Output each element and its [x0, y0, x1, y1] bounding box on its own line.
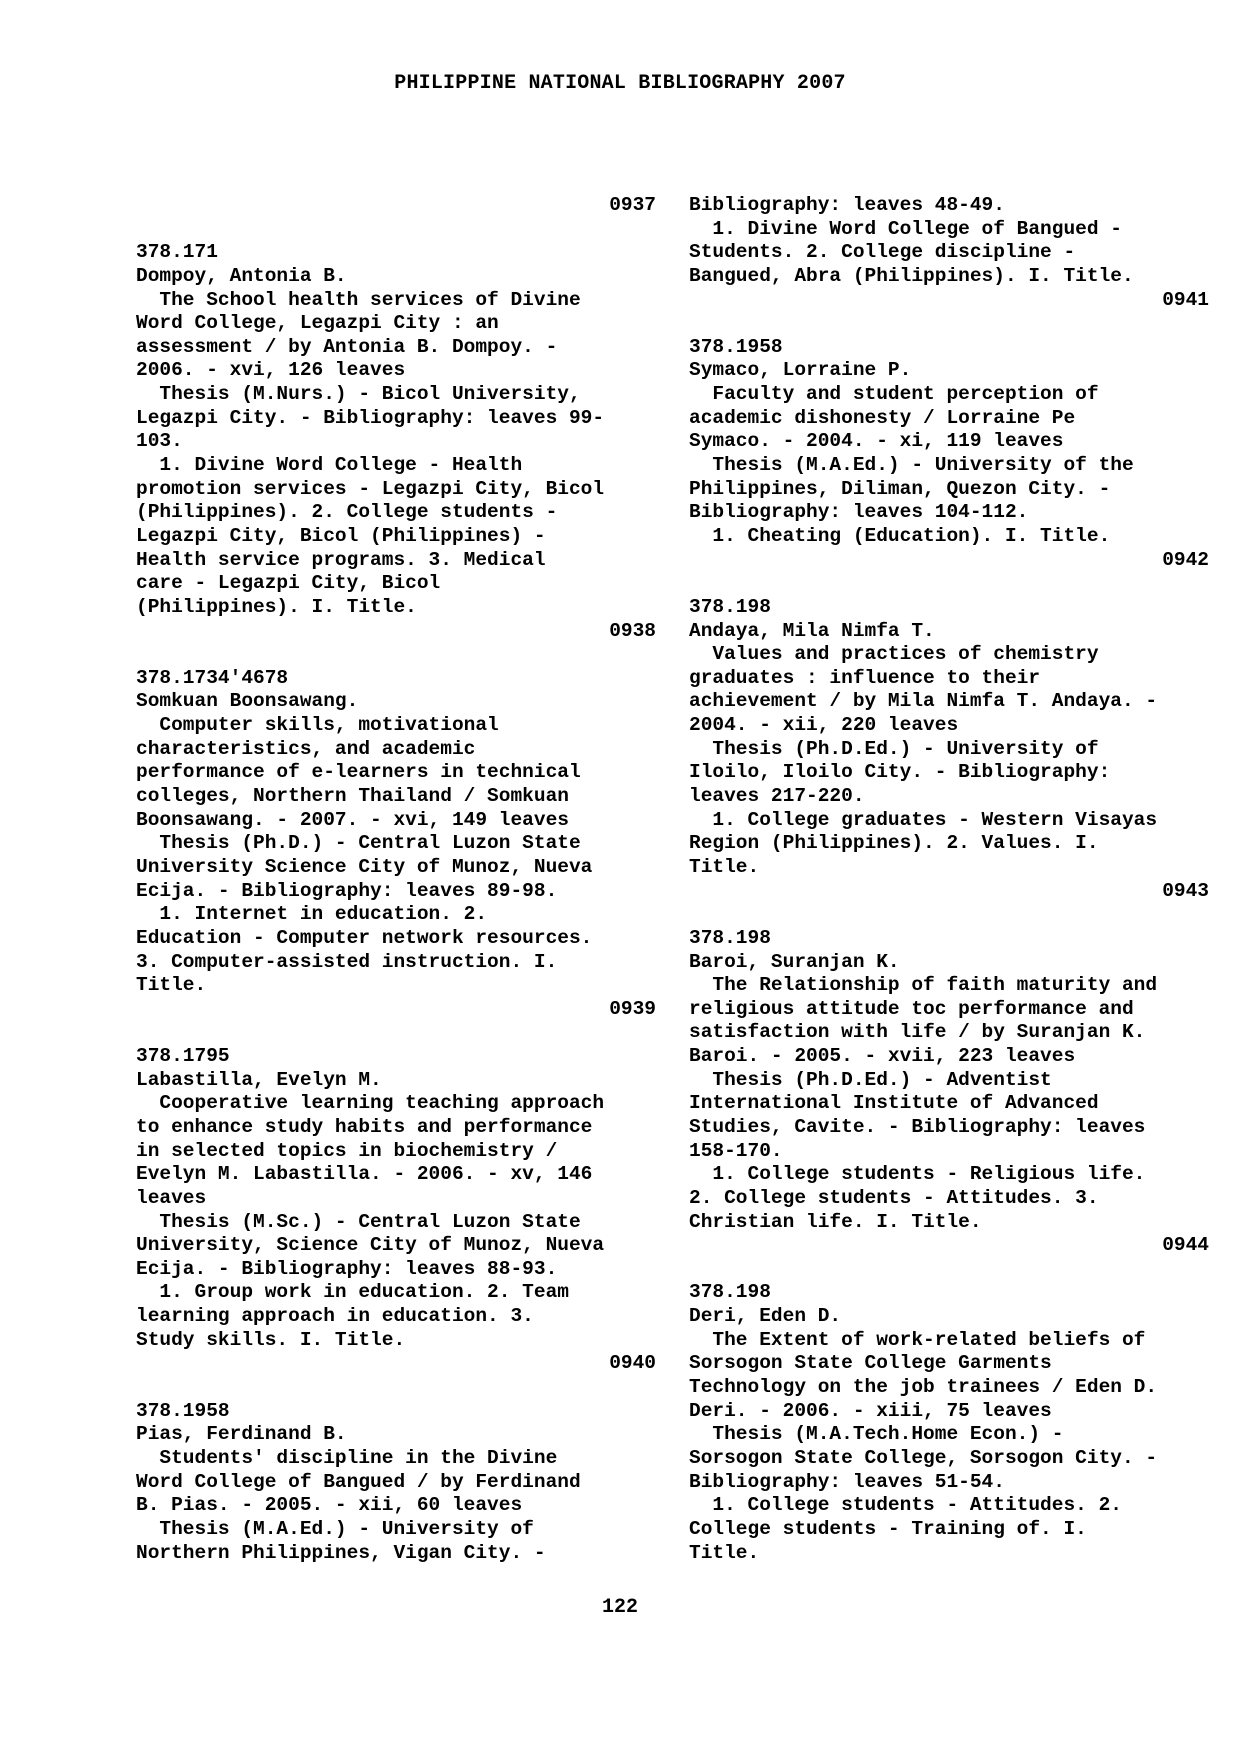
entry-text-line: Bangued, Abra (Philippines). I. Title.	[689, 264, 1134, 287]
entry-text-line: 378.1958	[136, 1399, 230, 1422]
entry-text-line: Symaco, Lorraine P.	[689, 359, 912, 382]
entry-text-line: Andaya, Mila Nimfa T.	[689, 619, 935, 642]
entry-text-line: Boonsawang. - 2007. - xvi, 149 leaves	[136, 808, 569, 831]
entry-text-line: Technology on the job trainees / Eden D.	[689, 1376, 1158, 1399]
entry-text-line: Title.	[689, 1541, 760, 1564]
entry-text-line: Sorsogon State College Garments	[689, 1352, 1052, 1375]
entry-text-line: 158-170.	[689, 1139, 783, 1162]
left-column	[136, 194, 656, 1565]
entry-text-line: 1. College students - Attitudes. 2.	[689, 1494, 1122, 1517]
blank-line	[689, 312, 1209, 336]
entry-text-line: Sorsogon State College, Sorsogon City. -	[689, 1446, 1158, 1469]
entry-text-line: Bibliography: leaves 51-54.	[689, 1470, 1005, 1493]
entry-text-line: 2. College students - Attitudes. 3.	[689, 1186, 1099, 1209]
entry-text-line: graduates : influence to their	[689, 666, 1041, 689]
entry-text-line: colleges, Northern Thailand / Somkuan	[136, 785, 569, 808]
blank-line	[136, 643, 656, 667]
entry-text-line: 378.198	[689, 1281, 771, 1304]
entry-text-line: International Institute of Advanced	[689, 1092, 1099, 1115]
entry-text-line: Philippines, Diliman, Quezon City. -	[689, 477, 1111, 500]
entry-text-line: Deri, Eden D.	[689, 1305, 842, 1328]
entry-text-line: Thesis (Ph.D.Ed.) - University of	[689, 737, 1099, 760]
entry-text-line: 1. Cheating (Education). I. Title.	[689, 524, 1111, 547]
entry-number: 0939	[609, 997, 656, 1020]
entry-text-line: 378.171	[136, 241, 218, 264]
entry-text-line: The Relationship of faith maturity and	[689, 974, 1158, 997]
entry-text-line: Students. 2. College discipline -	[689, 241, 1076, 264]
entry-text-line: Study skills. I. Title.	[136, 1328, 406, 1351]
entry-text-line: Word College, Legazpi City : an	[136, 312, 499, 335]
blank-line	[136, 1021, 656, 1045]
entry-text-line: to enhance study habits and performance	[136, 1115, 593, 1138]
entry-text-line: (Philippines). 2. College students -	[136, 501, 558, 524]
entry-text-line: Health service programs. 3. Medical	[136, 548, 546, 571]
entry-text-line: performance of e-learners in technical	[136, 761, 581, 784]
entry-text-line: Legazpi City. - Bibliography: leaves 99-	[136, 406, 605, 429]
entry-text-line: College students - Training of. I.	[689, 1517, 1087, 1540]
blank-line	[689, 1258, 1209, 1282]
entry-text-line: characteristics, and academic	[136, 737, 476, 760]
entry-text-line: 378.198	[689, 595, 771, 618]
entry-text-line: Ecija. - Bibliography: leaves 89-98.	[136, 879, 558, 902]
entry-text-line: Northern Philippines, Vigan City. -	[136, 1541, 546, 1564]
entry-text-line: University Science City of Munoz, Nueva	[136, 855, 593, 878]
entry-text-line: leaves 217-220.	[689, 785, 865, 808]
entry-text-line: Thesis (Ph.D.) - Central Luzon State	[136, 832, 581, 855]
entry-text-line: 378.1795	[136, 1045, 230, 1068]
entry-number: 0940	[609, 1352, 656, 1375]
entry-text-line: 1. College graduates - Western Visayas	[689, 808, 1158, 831]
entry-text-line: Somkuan Boonsawang.	[136, 690, 359, 713]
entry-text-line: Symaco. - 2004. - xi, 119 leaves	[689, 430, 1064, 453]
entry-text-line: (Philippines). I. Title.	[136, 595, 417, 618]
entry-number: 0942	[1162, 548, 1209, 571]
entry-text-line: Cooperative learning teaching approach	[136, 1092, 605, 1115]
entry-text-line: Iloilo, Iloilo City. - Bibliography:	[689, 761, 1111, 784]
entry-text-line: University, Science City of Munoz, Nueva	[136, 1234, 605, 1257]
entry-text-line: in selected topics in biochemistry /	[136, 1139, 558, 1162]
entry-text-line: Values and practices of chemistry	[689, 643, 1099, 666]
page-header: PHILIPPINE NATIONAL BIBLIOGRAPHY 2007	[394, 72, 846, 95]
entry-text-line: Studies, Cavite. - Bibliography: leaves	[689, 1115, 1146, 1138]
entry-text-line: B. Pias. - 2005. - xii, 60 leaves	[136, 1494, 523, 1517]
blank-line	[689, 572, 1209, 596]
entry-text-line: academic dishonesty / Lorraine Pe	[689, 406, 1076, 429]
entry-text-line: 378.1734'4678	[136, 666, 289, 689]
entry-text-line: Word College of Bangued / by Ferdinand	[136, 1470, 581, 1493]
entry-text-line: Labastilla, Evelyn M.	[136, 1068, 382, 1091]
entry-text-line: Students' discipline in the Divine	[136, 1446, 558, 1469]
entry-text-line: 3. Computer-assisted instruction. I.	[136, 950, 558, 973]
blank-line	[136, 1376, 656, 1400]
entry-text-line: Thesis (M.A.Ed.) - University of	[136, 1517, 534, 1540]
entry-text-line: religious attitude toc performance and	[689, 997, 1134, 1020]
entry-text-line: assessment / by Antonia B. Dompoy. -	[136, 335, 558, 358]
entry-text-line: Christian life. I. Title.	[689, 1210, 982, 1233]
entry-text-line: achievement / by Mila Nimfa T. Andaya. -	[689, 690, 1158, 713]
entry-text-line: 378.198	[689, 926, 771, 949]
entry-text-line: Dompoy, Antonia B.	[136, 264, 347, 287]
right-column	[689, 194, 1209, 1565]
entry-text-line: Bibliography: leaves 104-112.	[689, 501, 1029, 524]
entry-text-line: Thesis (M.A.Tech.Home Econ.) -	[689, 1423, 1064, 1446]
blank-line	[689, 903, 1209, 927]
entry-text-line: 1. Divine Word College of Bangued -	[689, 217, 1122, 240]
entry-text-line: Ecija. - Bibliography: leaves 88-93.	[136, 1257, 558, 1280]
entry-text-line: Bibliography: leaves 48-49.	[689, 194, 1005, 216]
entry-number: 0943	[1162, 879, 1209, 902]
entry-text-line: Baroi, Suranjan K.	[689, 950, 900, 973]
entry-text-line: Title.	[136, 974, 207, 997]
entry-text-line: 378.1958	[689, 335, 783, 358]
entry-text-line: Education - Computer network resources.	[136, 926, 593, 949]
entry-text-line: Deri. - 2006. - xiii, 75 leaves	[689, 1399, 1052, 1422]
entry-text-line: 1. Divine Word College - Health	[136, 454, 523, 477]
entry-text-line: Thesis (Ph.D.Ed.) - Adventist	[689, 1068, 1052, 1091]
entry-text-line: Baroi. - 2005. - xvii, 223 leaves	[689, 1045, 1076, 1068]
entry-text-line: learning approach in education. 3.	[136, 1305, 534, 1328]
entry-text-line: 103.	[136, 430, 183, 453]
entry-text-line: Computer skills, motivational	[136, 714, 499, 737]
entry-text-line: Title.	[689, 855, 760, 878]
entry-text-line: The School health services of Divine	[136, 288, 581, 311]
entry-text-line: 1. College students - Religious life.	[689, 1163, 1146, 1186]
entry-text-line: promotion services - Legazpi City, Bicol	[136, 477, 605, 500]
entry-text-line: satisfaction with life / by Suranjan K.	[689, 1021, 1146, 1044]
entry-text-line: Legazpi City, Bicol (Philippines) -	[136, 524, 546, 547]
entry-text-line: Region (Philippines). 2. Values. I.	[689, 832, 1099, 855]
entry-text-line: Faculty and student perception of	[689, 383, 1099, 406]
entry-text-line: Thesis (M.Sc.) - Central Luzon State	[136, 1210, 581, 1233]
entry-number: 0941	[1162, 288, 1209, 311]
entry-text-line: Evelyn M. Labastilla. - 2006. - xv, 146	[136, 1163, 593, 1186]
entry-text-line: 1. Internet in education. 2.	[136, 903, 488, 926]
blank-line	[136, 218, 656, 242]
entry-number: 0944	[1162, 1234, 1209, 1257]
entry-text-line: care - Legazpi City, Bicol	[136, 572, 441, 595]
entry-text-line: Thesis (M.Nurs.) - Bicol University,	[136, 383, 581, 406]
entry-text-line: 2004. - xii, 220 leaves	[689, 714, 959, 737]
entry-text-line: leaves	[136, 1186, 207, 1209]
entry-text-line: Thesis (M.A.Ed.) - University of the	[689, 454, 1134, 477]
page-number: 122	[601, 1596, 638, 1619]
entry-number: 0938	[609, 619, 656, 642]
entry-number: 0937	[609, 194, 656, 216]
entry-text-line: Pias, Ferdinand B.	[136, 1423, 347, 1446]
entry-text-line: 2006. - xvi, 126 leaves	[136, 359, 406, 382]
entry-text-line: The Extent of work-related beliefs of	[689, 1328, 1146, 1351]
entry-text-line: 1. Group work in education. 2. Team	[136, 1281, 569, 1304]
